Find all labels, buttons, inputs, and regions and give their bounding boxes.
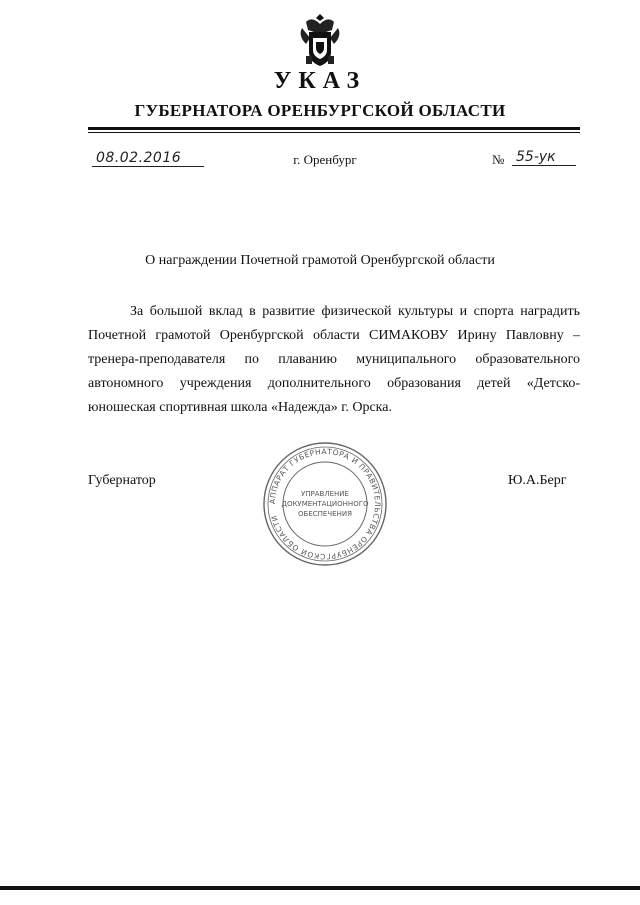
- document-title: УКАЗ: [273, 68, 367, 94]
- official-stamp: [262, 441, 388, 567]
- number-prefix: №: [492, 152, 505, 167]
- signature-name: Ю.А.Берг: [508, 473, 567, 488]
- document-body: За большой вклад в развитие физической культуры и спорта наградить Почетной грамотой Оренбургской области СИМАКОВУ Ирину Павловну – тренера-преподавателя по плаванию муниципального образовательного автономного учреждения дополнительного образования детей «Детско-юношеская спортивная школа «Надежда» г. Орска.: [88, 304, 580, 415]
- header-rule-thick: [88, 127, 580, 130]
- stamp-line-3: ОБЕСПЕЧЕНИЯ: [298, 510, 352, 518]
- document-number: 55-ук: [512, 149, 576, 166]
- stamp-line-2: ДОКУМЕНТАЦИОННОГО: [281, 500, 369, 508]
- header-rule-thin: [88, 132, 580, 133]
- bottom-rule: [0, 886, 640, 890]
- signature-title: Губернатор: [88, 473, 156, 488]
- document-heading: О награждении Почетной грамотой Оренбургской области: [145, 253, 495, 268]
- document-subtitle: ГУБЕРНАТОРА ОРЕНБУРГСКОЙ ОБЛАСТИ: [134, 101, 506, 120]
- document-city: г. Оренбург: [293, 152, 357, 167]
- stamp-line-1: УПРАВЛЕНИЕ: [301, 490, 349, 498]
- document-date: 08.02.2016: [92, 150, 204, 167]
- stamp-ring-text: АППАРАТ ГУБЕРНАТОРА И ПРАВИТЕЛЬСТВА ОРЕНБУРГСКОЙ ОБЛАСТИ: [267, 446, 383, 562]
- coat-of-arms-icon: [298, 12, 342, 68]
